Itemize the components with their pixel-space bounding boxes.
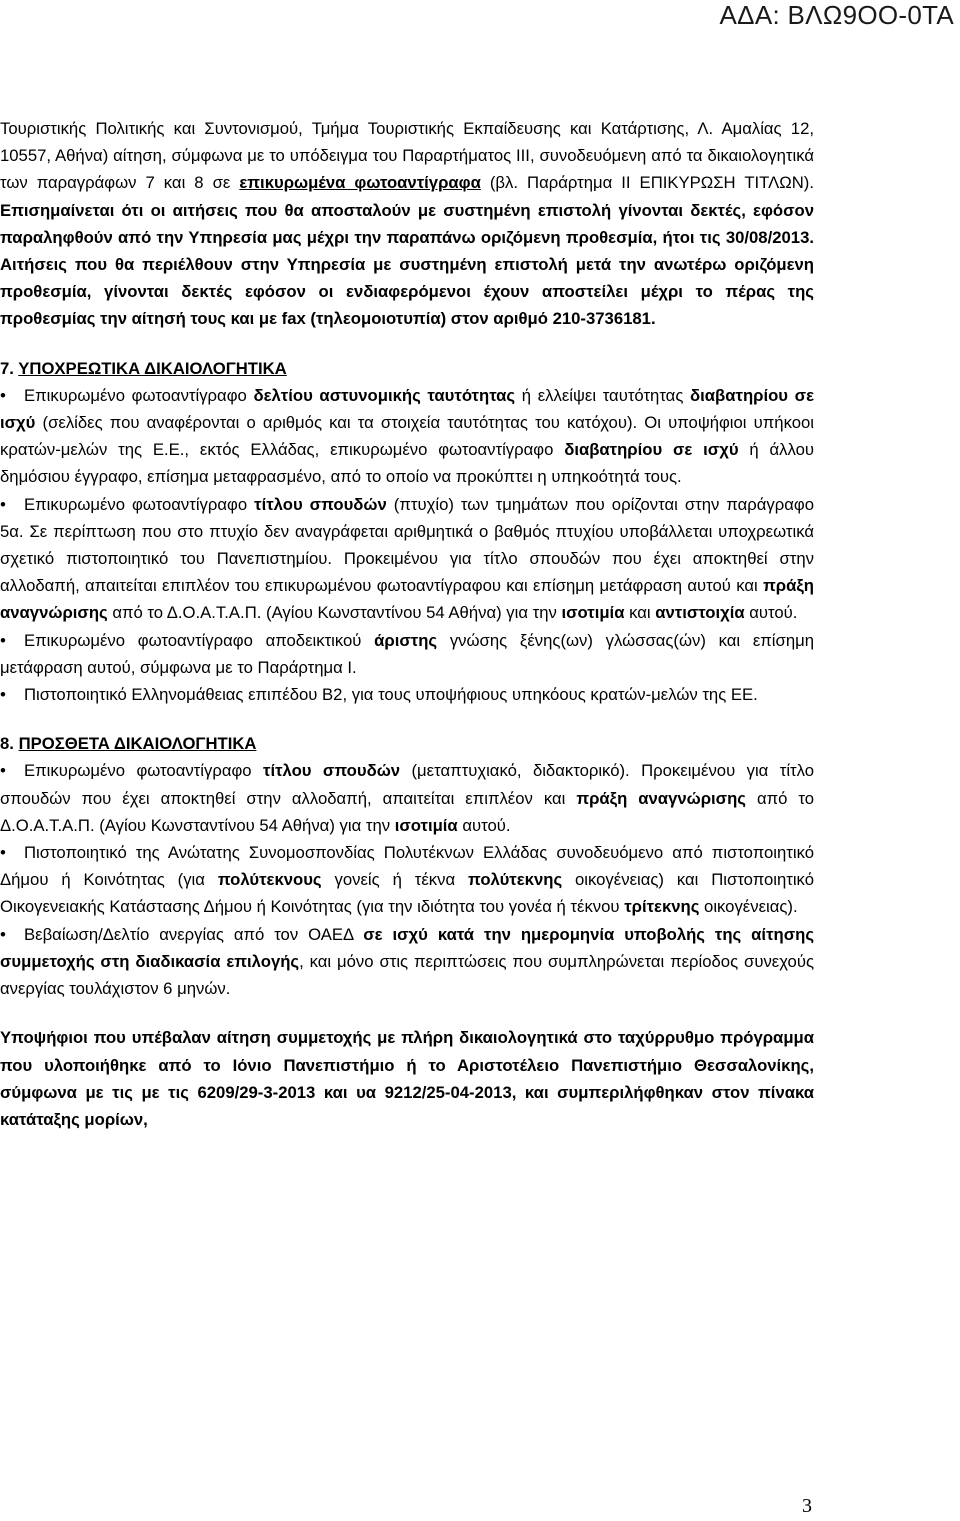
bullet-icon: • <box>0 685 6 705</box>
bullet-icon: • <box>0 843 6 863</box>
section-7-heading: 7. ΥΠΟΧΡΕΩΤΙΚΑ ΔΙΚΑΙΟΛΟΓΗΤΙΚΑ <box>0 358 287 378</box>
list-item: • Επικυρωμένο φωτοαντίγραφο αποδεικτικού άριστης γνώσης ξένης(ων) γλώσσας(ών) και επίσημη μετάφραση αυτού, σύμφωνα με το Παράρτημα Ι. <box>0 627 814 681</box>
bullet-icon: • <box>0 385 6 405</box>
bullet-icon: • <box>0 924 6 944</box>
bullet-icon: • <box>0 761 6 781</box>
bullet-icon: • <box>0 494 6 514</box>
page-number: 3 <box>802 1495 812 1517</box>
list-item: • Επικυρωμένο φωτοαντίγραφο τίτλου σπουδών (μεταπτυχιακό, διδακτορικό). Προκειμένου για τίτλο σπουδών που έχει αποκτηθεί στην αλλοδαπή, απαιτείται επιπλέον και πράξη αναγνώρισης από το Δ.Ο.Α.Τ.Α.Π. (Αγίου Κωνσταντίνου 54 Αθήνα) για την ισοτιμία αυτού. <box>0 757 814 839</box>
certified-copies-text: επικυρωμένα φωτοαντίγραφα <box>239 173 481 193</box>
list-item: • Επικυρωμένο φωτοαντίγραφο δελτίου αστυνομικής ταυτότητας ή ελλείψει ταυτότητας διαβατηρίου σε ισχύ (σελίδες που αναφέρονται ο αριθμός και τα στοιχεία ταυτότητας του κατόχου). Οι υποψήφιοι υπήκοοι κρατών-μελών της Ε.Ε., εκτός Ελλάδας, επικυρωμένο φωτοαντίγραφο διαβατηρίου σε ισχύ ή άλλου δημόσιου έγγραφο, επίσημα μεταφρασμένο, από το οποίο να προκύπτει η υπηκοότητά τους. <box>0 382 814 491</box>
registered-mail-notice: Επισημαίνεται ότι οι αιτήσεις που θα αποσταλούν με συστημένη επιστολή γίνονται δεκτές, εφόσον παραληφθούν από την Υπηρεσία μας μέχρι την παραπάνω οριζόμενη προθεσμία, ήτοι τις 30/08/2013. Αιτήσεις που θα περιέλθουν στην Υπηρεσία με συστημένη επιστολή μετά την ανωτέρω οριζόμενη προθεσμία, γίνονται δεκτές εφόσον οι ενδιαφερόμενοι έχουν αποστείλει μέχρι το πέρας της προθεσμίας την αίτησή τους και με fax (τηλεομοιοτυπία) στον αριθμό 210-3736181. <box>0 200 814 329</box>
ada-code: ΑΔΑ: ΒΛΩ9ΟΟ-0ΤΑ <box>719 0 954 30</box>
closing-paragraph: Υποψήφιοι που υπέβαλαν αίτηση συμμετοχής με πλήρη δικαιολογητικά στο ταχύρρυθμο πρόγραμμα που υλοποιήθηκε από το Ιόνιο Πανεπιστήμιο ή το Αριστοτέλειο Πανεπιστήμιο Θεσσαλονίκης, σύμφωνα με τις με τις 6209/29-3-2013 και υα 9212/25-04-2013, και συμπεριλήφθηκαν στον πίνακα κατάταξης μορίων, <box>0 1028 814 1129</box>
list-item: • Πιστοποιητικό της Ανώτατης Συνομοσπονδίας Πολυτέκνων Ελλάδας συνοδευόμενο από πιστοποιητικό Δήμου ή Κοινότητας (για πολύτεκνους γονείς ή τέκνα πολύτεκνης οικογένειας) και Πιστοποιητικό Οικογενειακής Κατάστασης Δήμου ή Κοινότητας (για την ιδιότητα του γονέα ή τέκνου τρίτεκνης οικογένειας). <box>0 839 814 921</box>
list-item: • Επικυρωμένο φωτοαντίγραφο τίτλου σπουδών (πτυχίο) των τμημάτων που ορίζονται στην παράγραφο 5α. Σε περίπτωση που στο πτυχίο δεν αναγράφεται αριθμητικά ο βαθμός πτυχίου υποβάλλεται υποχρεωτικά σχετικό πιστοποιητικό του Πανεπιστημίου. Προκειμένου για τίτλο σπουδών που έχει αποκτηθεί στην αλλοδαπή, απαιτείται επιπλέον του επικυρωμένου φωτοαντίγραφου και επίσημη μετάφραση αυτού και πράξη αναγνώρισης από το Δ.Ο.Α.Τ.Α.Π. (Αγίου Κωνσταντίνου 54 Αθήνα) για την ισοτιμία και αντιστοιχία αυτού. <box>0 491 814 627</box>
bullet-icon: • <box>0 630 6 650</box>
list-item: • Πιστοποιητικό Ελληνομάθειας επιπέδου Β2, για τους υποψήφιους υπηκόους κρατών-μελών της ΕΕ. <box>0 681 814 708</box>
list-item: • Βεβαίωση/Δελτίο ανεργίας από τον ΟΑΕΔ σε ισχύ κατά την ημερομηνία υποβολής της αίτησης συμμετοχής στη διαδικασία επιλογής, και μόνο στις περιπτώσεις που συμπληρώνεται περίοδος συνεχούς ανεργίας τουλάχιστον 6 μηνών. <box>0 921 814 1003</box>
document-body <box>0 115 814 1133</box>
section-8-heading: 8. ΠΡΟΣΘΕΤΑ ΔΙΚΑΙΟΛΟΓΗΤΙΚΑ <box>0 734 257 754</box>
intro-paragraph: Τουριστικής Πολιτικής και Συντονισμού, Τμήμα Τουριστικής Εκπαίδευσης και Κατάρτισης, Λ. Αμαλίας 12, 10557, Αθήνα) αίτηση, σύμφωνα με το υπόδειγμα του Παραρτήματος ΙΙΙ, συνοδευόμενη από τα δικαιολογητικά των παραγράφων 7 και 8 σε επικυρωμένα φωτοαντίγραφα (βλ. Παράρτημα ΙΙ ΕΠΙΚΥΡΩΣΗ ΤΙΤΛΩΝ). Επισημαίνεται ότι οι αιτήσεις που θα αποσταλούν με συστημένη επιστολή γίνονται δεκτές, εφόσον παραληφθούν από την Υπηρεσία μας μέχρι την παραπάνω οριζόμενη προθεσμία, ήτοι τις 30/08/2013. Αιτήσεις που θα περιέλθουν στην Υπηρεσία με συστημένη επιστολή μετά την ανωτέρω οριζόμενη προθεσμία, γίνονται δεκτές εφόσον οι ενδιαφερόμενοι έχουν αποστείλει μέχρι το πέρας της προθεσμίας την αίτησή τους και με fax (τηλεομοιοτυπία) στον αριθμό 210-3736181. <box>0 119 814 329</box>
